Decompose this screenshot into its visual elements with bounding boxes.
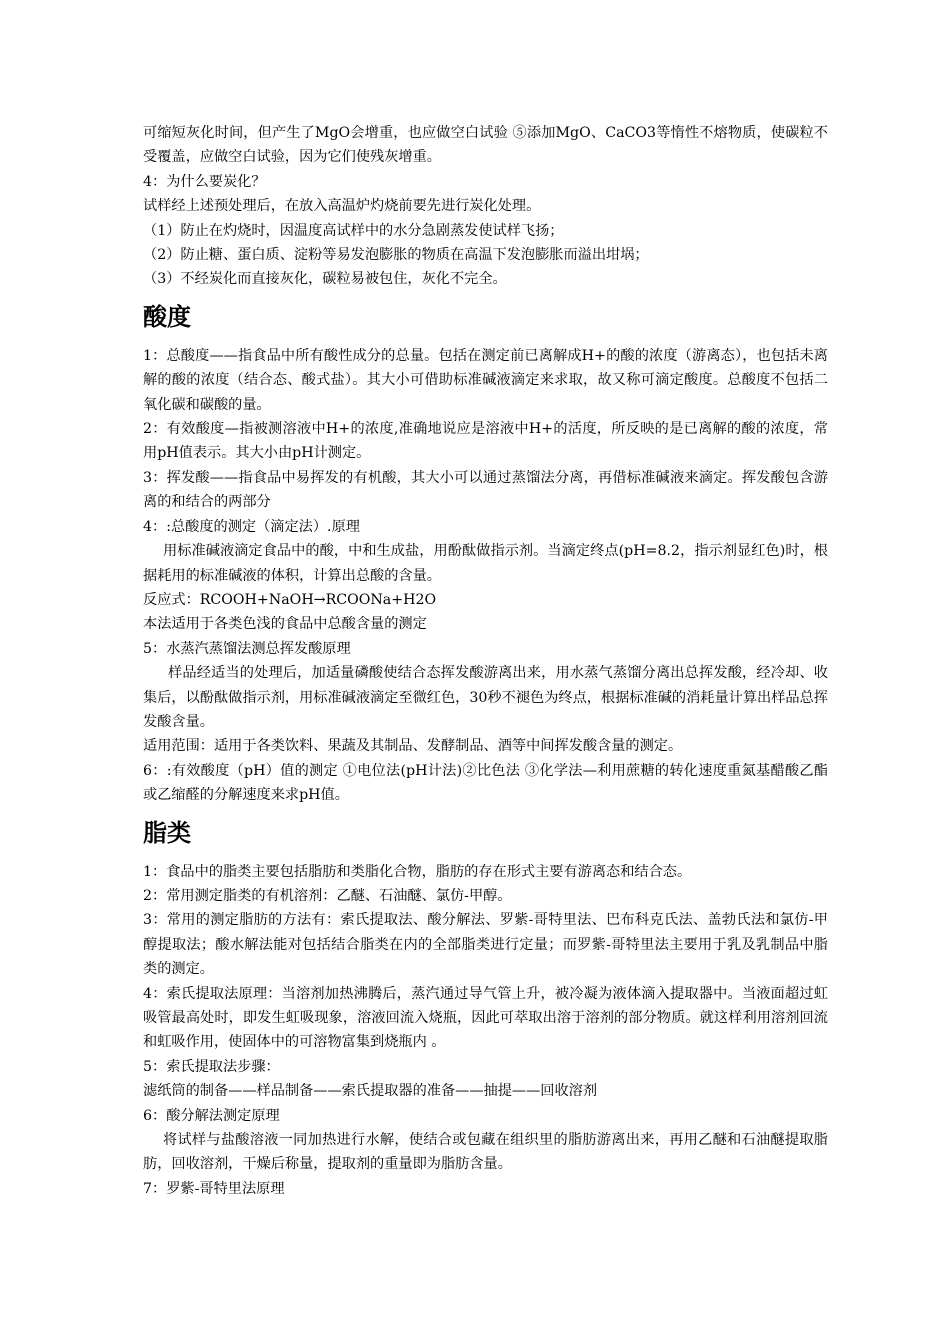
intro-list-item: （2）防止糖、蛋白质、淀粉等易发泡膨胀的物质在高温下发泡膨胀而溢出坩埚； — [143, 247, 649, 264]
intro-paragraph: 可缩短灰化时间，但产生了MgO会增重，也应做空白试验 ⑤添加MgO、CaCO3等惰性不熔物质，使碳粒不受覆盖，应做空白试验，因为它们使残灰增重。 — [143, 125, 828, 166]
acidity-reaction: 反应式：RCOOH+NaOH→RCOONa+H2O — [143, 591, 437, 608]
lipid-paragraph: 4：索氏提取法原理：当溶剂加热沸腾后，蒸汽通过导气管上升，被冷凝为液体滴入提取器中。当液面超过虹吸管最高处时，即发生虹吸现象，溶液回流入烧瓶，因此可萃取出溶于溶剂的部分物质。就这样利用溶剂回流和虹吸作用，使固体中的可溶物富集到烧瓶内 。 — [143, 985, 828, 1051]
lipid-paragraph: 滤纸筒的制备——样品制备——索氏提取器的准备——抽提——回收溶剂 — [143, 1083, 598, 1100]
acidity-paragraph: 6：:有效酸度（pH）值的测定 ①电位法(pH计法)②比色法 ③化学法—利用蔗糖的转化速度重氮基醋酸乙酯或乙缩醛的分解速度来求pH值。 — [143, 762, 828, 804]
lipid-paragraph: 7：罗紫-哥特里法原理 — [143, 1180, 285, 1197]
acidity-paragraph: 样品经适当的处理后，加适量磷酸使结合态挥发酸游离出来，用水蒸气蒸馏分离出总挥发酸，经冷却、收集后，以酚酞做指示剂，用标准碱液滴定至微红色，30秒不褪色为终点，根据标准碱的消耗量计算出样品总挥发酸含量。 — [143, 665, 828, 730]
intro-list-item: （1）防止在灼烧时，因温度高试样中的水分急剧蒸发使试样飞扬； — [143, 222, 564, 239]
acidity-paragraph: 适用范围：适用于各类饮料、果蔬及其制品、发酵制品、酒等中间挥发酸含量的测定。 — [143, 738, 683, 755]
lipid-paragraph: 将试样与盐酸溶液一同加热进行水解，使结合或包藏在组织里的脂肪游离出来，再用乙醚和石油醚提取脂肪，回收溶剂，干燥后称量，提取剂的重量即为脂肪含量。 — [143, 1132, 828, 1173]
lipid-paragraph: 3：常用的测定脂肪的方法有：索氏提取法、酸分解法、罗紫-哥特里法、巴布科克氏法、盖勃氏法和氯仿-甲醇提取法；酸水解法能对包括结合脂类在内的全部脂类进行定量；而罗紫-哥特里法主要用于乳及乳制品中脂类的测定。 — [143, 912, 828, 978]
acidity-paragraph: 用标准碱液滴定食品中的酸，中和生成盐，用酚酞做指示剂。当滴定终点(pH=8.2，指示剂显红色)时，根据耗用的标准碱液的体积，计算出总酸的含量。 — [143, 543, 828, 584]
lipid-paragraph: 1：食品中的脂类主要包括脂肪和类脂化合物，脂肪的存在形式主要有游离态和结合态。 — [143, 863, 692, 880]
intro-list-item: （3）不经炭化而直接灰化，碳粒易被包住，灰化不完全。 — [143, 271, 507, 288]
intro-paragraph: 试样经上述预处理后，在放入高温炉灼烧前要先进行炭化处理。 — [143, 198, 541, 215]
acidity-paragraph: 2：有效酸度—指被测溶液中H+的浓度,准确地说应是溶液中H+的活度，所反映的是已离解的酸的浓度，常用pH值表示。其大小由pH计测定。 — [143, 421, 828, 462]
lipid-paragraph: 2：常用测定脂类的有机溶剂：乙醚、石油醚、氯仿-甲醇。 — [143, 887, 512, 904]
section-heading-acidity: 酸度 — [143, 302, 191, 331]
intro-question: 4：为什么要炭化？ — [143, 173, 266, 190]
acidity-paragraph: 4：:总酸度的测定（滴定法）.原理 — [143, 518, 360, 535]
acidity-paragraph: 3：挥发酸——指食品中易挥发的有机酸，其大小可以通过蒸馏法分离，再借标准碱液来滴定。挥发酸包含游离的和结合的两部分 — [143, 469, 828, 511]
lipid-paragraph: 5：索氏提取法步骤： — [143, 1058, 280, 1075]
acidity-paragraph: 5：水蒸汽蒸馏法测总挥发酸原理 — [143, 640, 351, 657]
section-heading-lipids: 脂类 — [143, 818, 191, 847]
acidity-paragraph: 1：总酸度——指食品中所有酸性成分的总量。包括在测定前已离解成H+的酸的浓度（游离态），也包括未离解的酸的浓度（结合态、酸式盐）。其大小可借助标准碱液滴定来求取，故又称可滴定酸度。总酸度不包括二氧化碳和碳酸的量。 — [143, 347, 828, 413]
lipid-paragraph: 6：酸分解法测定原理 — [143, 1107, 280, 1124]
acidity-paragraph: 本法适用于各类色浅的食品中总酸含量的测定 — [143, 616, 427, 633]
